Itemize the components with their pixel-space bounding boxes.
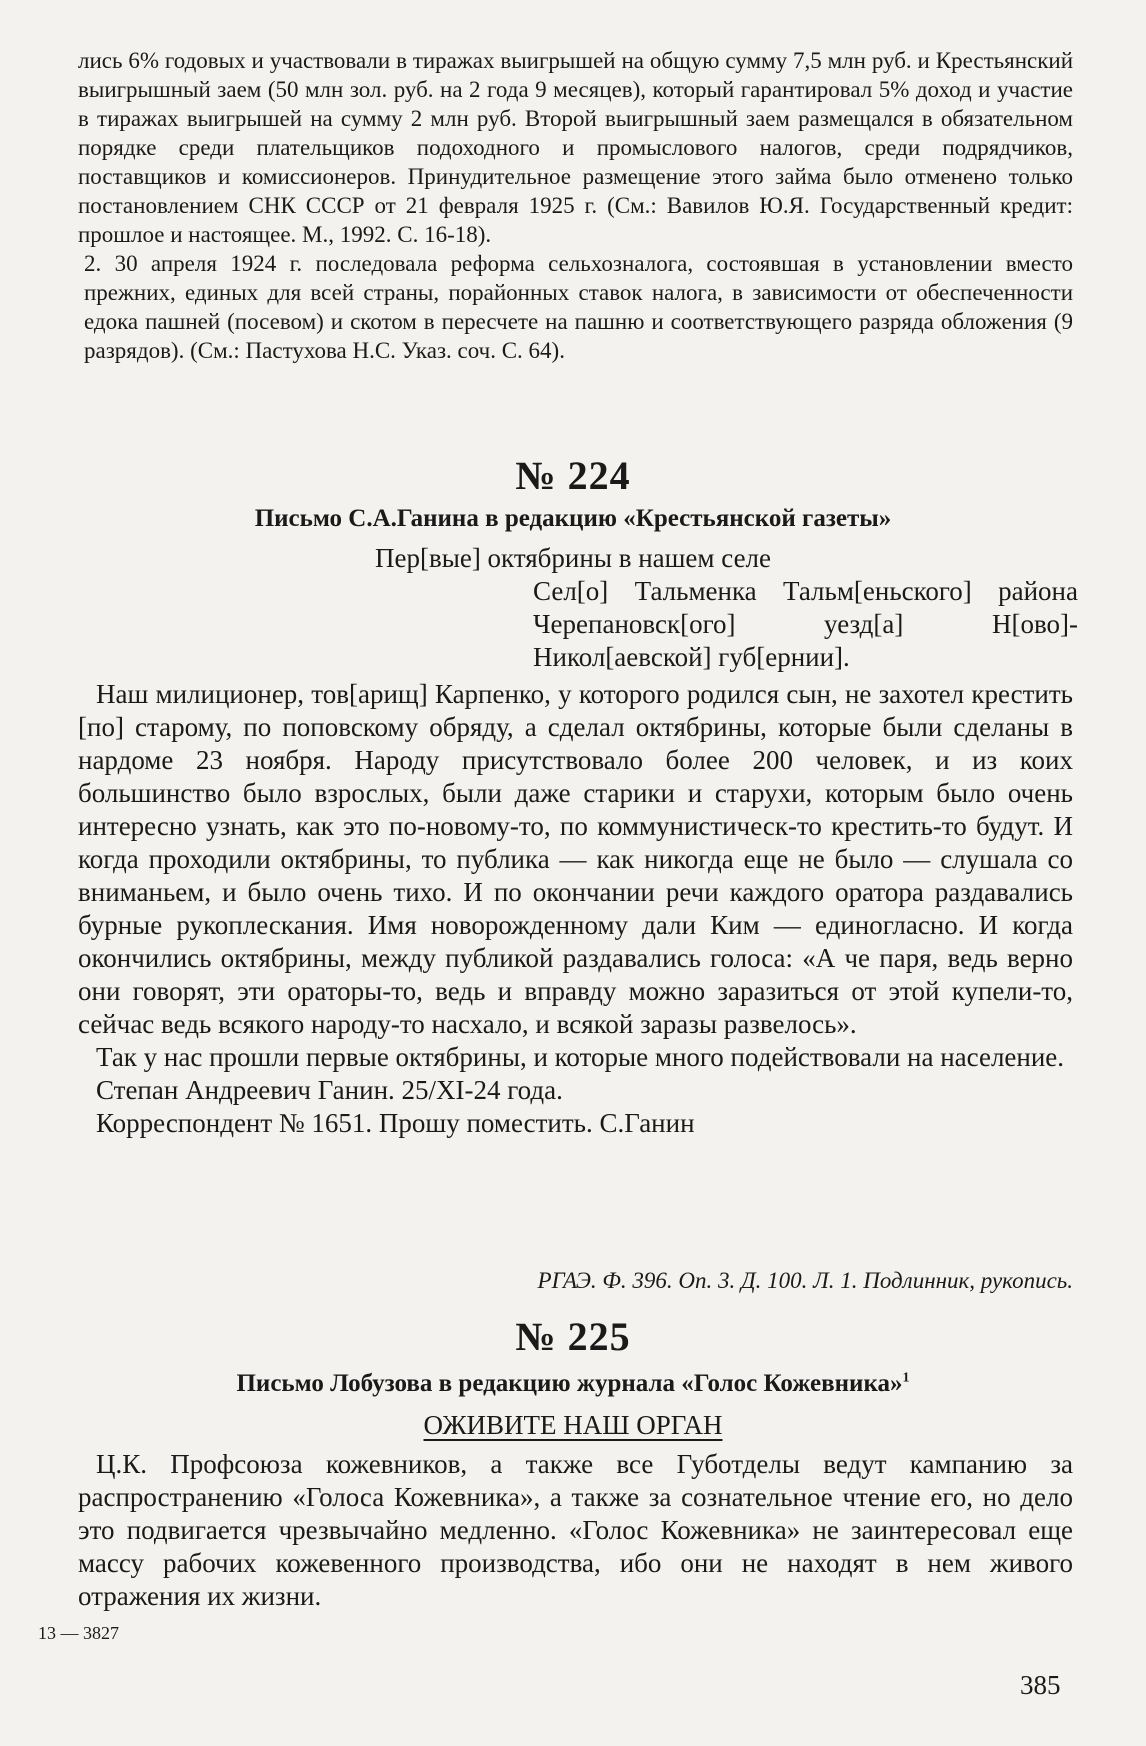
document-225-title — [0, 1370, 1146, 1398]
document-225-number: № 225 — [515, 1314, 631, 1359]
footnotes-continued — [78, 46, 1073, 365]
document-224-place: Сел[о] Тальменка Тальм[еньского] района Черепановск[ого] уезд[а] Н[ово]-Никол[аевской] губ[ернии]. — [533, 576, 1078, 672]
document-224-body — [78, 678, 1073, 1140]
document-224-paragraph-1: Наш милиционер, тов[арищ] Карпенко, у которого родился сын, не захотел крестить [по] старому, по поповскому обряду, а сделал октябрины, которые были сделаны в нардоме 23 ноября. Народу присутствовало более 200 человек, и из коих большинство было взрослых, были даже старики и старухи, которым было очень интересно узнать, как это по-новому-то, по коммунистическ-то крестить-то будут. И когда проходили октябрины, то публика — как никогда еще не было — слушала со вниманьем, и было очень тихо. И по окончании речи каждого оратора раздавались бурные рукоплескания. Имя новорожденному дали Ким — единогласно. И когда окончились октябрины, между публикой раздавались голоса: «А че паря, ведь верно они говорят, эти ораторы-то, ведь и вправду можно заразиться от этой купели-то, сейчас ведь всякого народу-то насхало, и всякой заразы развелось». — [78, 679, 1073, 1039]
document-224-correspondent: Корреспондент № 1651. Прошу поместить. С.Ганин — [96, 1108, 695, 1138]
document-225-heading — [0, 1410, 1146, 1441]
footnote-2 — [78, 249, 1073, 365]
document-224-number: № 224 — [515, 453, 631, 498]
footnote-2-number: 2. — [84, 251, 102, 276]
document-224-paragraph-2: Так у нас прошли первые октябрины, и которые много подействовали на население. — [96, 1042, 1065, 1072]
document-225-title-text: Письмо Лобузова в редакцию журнала «Голос Кожевника» — [236, 1370, 903, 1397]
document-225-heading-text: ОЖИВИТЕ НАШ ОРГАН — [423, 1410, 723, 1440]
document-225-body — [78, 1448, 1073, 1613]
document-224-signature: Степан Андреевич Ганин. 25/XI-24 года. — [96, 1075, 563, 1105]
page-number: 385 — [1020, 1670, 1061, 1700]
footnote-continuation: лись 6% годовых и участвовали в тиражах выигрышей на общую сумму 7,5 млн руб. и Крестьянский выигрышный заем (50 млн зол. руб. на 2 года 9 месяцев), который гарантировал 5% доход и участие в тиражах выигрышей на сумму 2 млн руб. Второй выигрышный заем размещался в обязательном порядке среди плательщиков подоходного и промыслового налогов, среди подрядчиков, поставщиков и комиссионеров. Принудительное размещение этого займа было отменено только постановлением СНК СССР от 21 февраля 1925 г. (См.: Вавилов Ю.Я. Государственный кредит: прошлое и настоящее. М., 1992. С. 16-18). — [78, 48, 1073, 247]
document-225-footnote-mark: 1 — [902, 1370, 910, 1386]
document-224-subheading: Пер[вые] октябрины в нашем селе — [374, 543, 772, 573]
document-224-archive-reference: РГАЭ. Ф. 396. Оп. 3. Д. 100. Л. 1. Подлинник, рукопись. — [537, 1268, 1073, 1293]
document-225-paragraph-1: Ц.К. Профсоюза кожевников, а также все Губотделы ведут кампанию за распространению «Голоса Кожевника», а также за сознательное чтение его, но дело это подвигается чрезвычайно медленно. «Голос Кожевника» не заинтересовал еще массу рабочих кожевенного производства, ибо они не находят в нем живого отражения их жизни. — [78, 1449, 1073, 1611]
footnote-2-text: 30 апреля 1924 г. последовала реформа сельхозналога, состоявшая в установлении вместо прежних, единых для всей страны, порайонных ставок налога, в зависимости от обеспеченности едока пашней (посевом) и скотом в пересчете на пашню и соответствующего разряда обложения (9 разрядов). (См.: Пастухова Н.С. Указ. соч. С. 64). — [84, 251, 1074, 363]
document-224-title: Письмо С.А.Ганина в редакцию «Крестьянской газеты» — [254, 505, 892, 532]
printer-signature-mark: 13 — 3827 — [38, 1623, 119, 1643]
